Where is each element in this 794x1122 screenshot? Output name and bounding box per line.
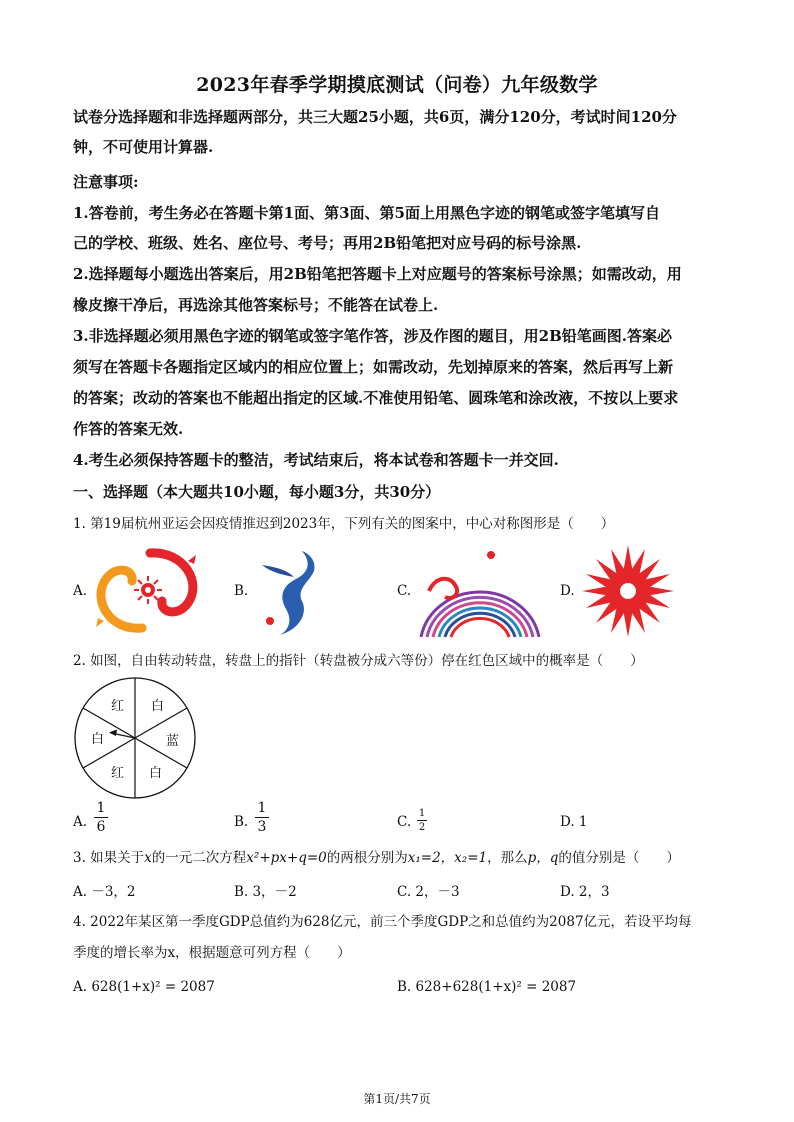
notes-line: 己的学校、班级、姓名、座位号、考号；再用2B铅笔把对应号码的标号涂黑. (73, 234, 582, 252)
sector-label: 红 (111, 766, 125, 781)
q1-option-c-label: C. (397, 583, 412, 599)
q1-rainbow-emblem (415, 545, 545, 640)
q1-fish-emblem (250, 543, 330, 638)
denominator: 6 (96, 819, 106, 835)
notes-line: 橡皮擦干净后，再选涂其他答案标号；不能答在试卷上. (73, 296, 439, 314)
q2-option-c-fraction (417, 808, 427, 833)
q2-option-b-label: B. (234, 814, 249, 830)
notes-line: 作答的答案无效. (73, 420, 184, 438)
sector-label: 红 (111, 699, 125, 714)
notes-line: 1.答卷前，考生务必在答题卡第1面、第3面、第5面上用黑色字迹的钢笔或签字笔填写自 (73, 204, 660, 222)
notes-heading: 注意事项: (73, 173, 139, 191)
notes-line: 3.非选择题必须用黑色字迹的钢笔或签字笔作答，涉及作图的题目，用2B铅笔画图.答案必 (73, 327, 673, 345)
q4-option-b: B. 628+628(1+x)² = 2087 (397, 979, 577, 995)
q3-option-d: D. 2，3 (560, 884, 610, 900)
page-title: 2023年春季学期摸底测试（问卷）九年级数学 (196, 74, 598, 96)
notes-line: 的答案；改动的答案也不能超出指定的区域.不准使用铅笔、圆珠笔和涂改液，不按以上要求 (73, 389, 679, 407)
q4-option-a: A. 628(1+x)² = 2087 (73, 979, 215, 995)
page-footer: 第1页/共7页 (363, 1092, 431, 1106)
q3-equation: x²+px+q=0 (246, 850, 327, 866)
q3-mid3: ，那么 (487, 850, 528, 866)
denominator: 3 (257, 819, 267, 835)
q2-option-a-label: A. (73, 814, 88, 830)
intro-line-1: 试卷分选择题和非选择题两部分，共三大题25小题，共6页，满分120分，考试时间120分 (73, 108, 677, 126)
notes-line: 须写在答题卡各题指定区域内的相应位置上；如需改动，先划掉原来的答案，然后再写上新 (73, 358, 674, 376)
q3-mid1: 的一元二次方程 (151, 850, 247, 866)
numerator: 1 (255, 800, 269, 818)
q3-variable: x (144, 850, 152, 866)
q3-roots: x₁=2，x₂=1 (407, 850, 488, 866)
question-4-line-1: 4. 2022年某区第一季度GDP总值约为628亿元，前三个季度GDP之和总值约为2087亿元，若设平均每 (73, 914, 692, 930)
q3-option-a: A. －3，2 (73, 884, 136, 900)
notes-line: 4.考生必须保持答题卡的整洁，考试结束后，将本试卷和答题卡一并交回. (73, 451, 559, 469)
q3-pre: 3. 如果关于 (73, 850, 145, 866)
numerator: 1 (418, 808, 426, 819)
denominator: 2 (418, 822, 426, 833)
q1-option-b-label: B. (234, 583, 249, 599)
q1-dragon-emblem (90, 543, 210, 638)
q3-post: 的值分别是（ ） (558, 850, 680, 866)
question-3-text (73, 848, 733, 868)
numerator: 1 (94, 800, 108, 818)
q3-mid2: 的两根分别为 (326, 850, 408, 866)
q2-option-d: D. 1 (560, 814, 588, 830)
question-2-text: 2. 如图，自由转动转盘，转盘上的指针（转盘被分成六等份）停在红色区域中的概率是（ ） (73, 653, 644, 669)
q2-option-b-fraction (255, 800, 269, 835)
q2-option-c-label: C. (397, 814, 412, 830)
section-heading: 一、选择题（本大题共10小题，每小题3分，共30分） (73, 483, 441, 501)
q3-option-b: B. 3，－2 (234, 884, 297, 900)
sector-label: 白 (149, 766, 163, 781)
q1-option-a-label: A. (73, 583, 88, 599)
sector-label: 蓝 (166, 734, 180, 749)
q2-option-a-fraction (94, 800, 108, 835)
sector-label: 白 (91, 732, 105, 747)
intro-line-2: 钟，不可使用计算器. (73, 138, 214, 156)
q3-pq: p，q (527, 850, 559, 866)
sector-label: 白 (151, 699, 165, 714)
notes-line: 2.选择题每小题选出答案后，用2B铅笔把答题卡上对应题号的答案标号涂黑；如需改动，用 (73, 265, 682, 283)
question-4-line-2: 季度的增长率为x，根据题意可列方程（ ） (73, 945, 351, 961)
q1-sun-emblem (580, 543, 676, 639)
question-1-text: 1. 第19届杭州亚运会因疫情推迟到2023年，下列有关的图案中，中心对称图形是（ ） (73, 516, 615, 532)
q3-option-c: C. 2，－3 (397, 884, 460, 900)
q1-option-d-label: D. (560, 583, 575, 599)
